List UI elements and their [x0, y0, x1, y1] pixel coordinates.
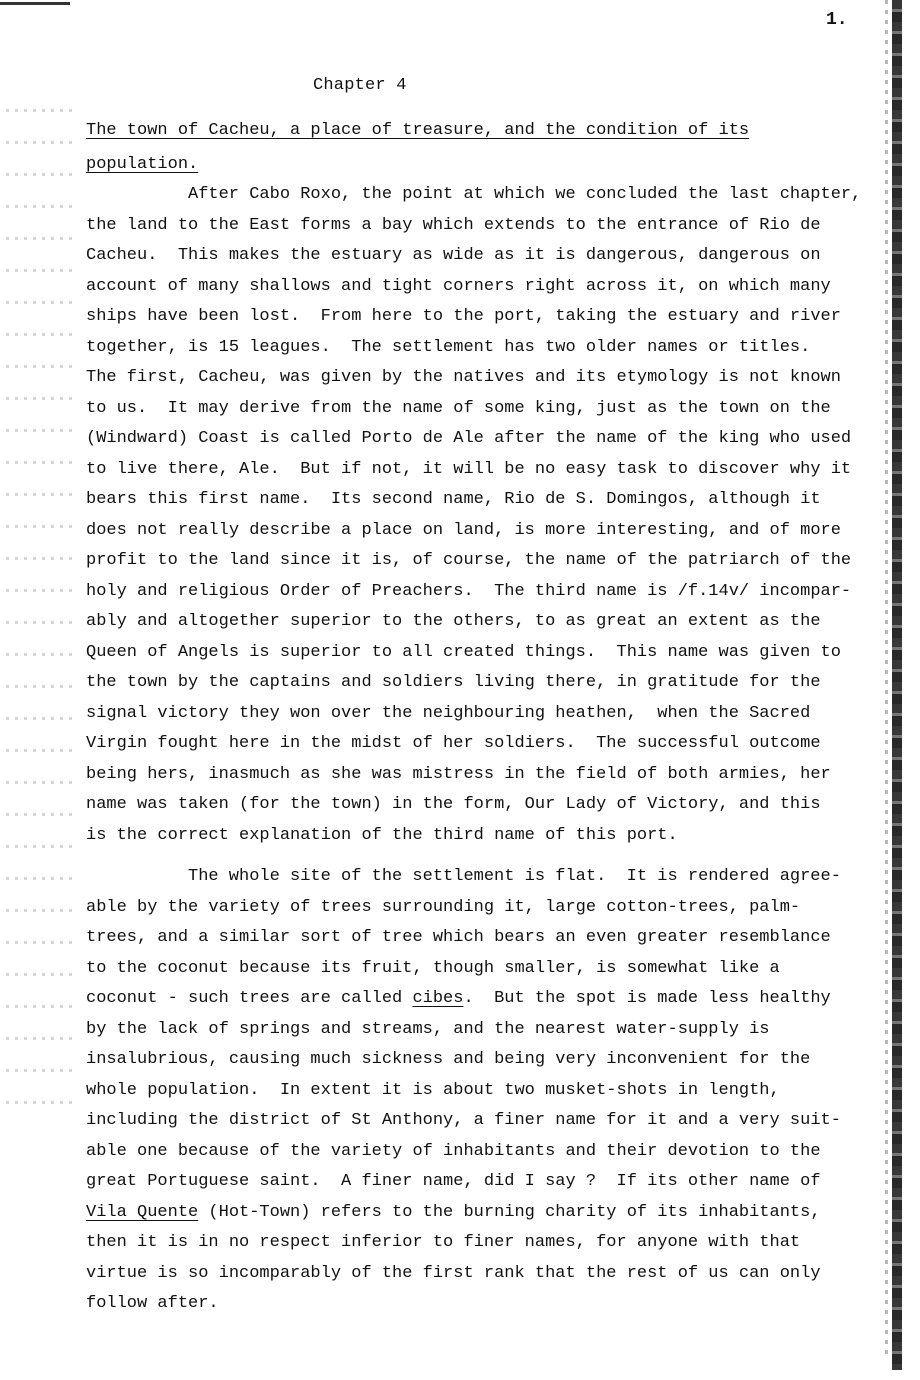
- chapter-title: [86, 114, 806, 182]
- binding-shadow: [885, 0, 888, 1360]
- text-line: Virgin fought here in the midst of her soldiers. The successful outcome: [86, 734, 821, 753]
- top-rule: [0, 2, 70, 5]
- text-line: does not really describe a place on land, is more interesting, and of more: [86, 520, 841, 540]
- paragraph-1: [86, 180, 876, 851]
- underlined-term-cibes: cibes: [412, 989, 464, 1008]
- text-line: coconut - such trees are called cibes. But the spot is made less healthy: [86, 989, 831, 1008]
- chapter-title-line: population.: [86, 155, 199, 174]
- text-line: signal victory they won over the neighbouring heathen, when the Sacred: [86, 703, 811, 723]
- text-line: account of many shallows and tight corners right across it, on which many: [86, 276, 831, 296]
- text-line: then it is in no respect inferior to finer names, for anyone with that: [86, 1233, 801, 1252]
- text-line: holy and religious Order of Preachers. The third name is /f.14v/ incompar-: [86, 581, 852, 601]
- text-line: by the lack of springs and streams, and the nearest water-supply is: [86, 1019, 770, 1039]
- text-line: profit to the land since it is, of course, the name of the patriarch of the: [86, 551, 852, 570]
- text-line: bears this first name. Its second name, Rio de S. Domingos, although it: [86, 490, 821, 509]
- page-number: 1.: [826, 10, 848, 30]
- text-line: After Cabo Roxo, the point at which we concluded the last chapter,: [188, 185, 862, 204]
- paragraph-2: [86, 862, 876, 1320]
- text-line: able by the variety of trees surrounding it, large cotton-trees, palm-: [86, 897, 801, 917]
- text-line: including the district of St Anthony, a finer name for it and a very suit-: [86, 1111, 841, 1130]
- text-line: Queen of Angels is superior to all created things. This name was given to: [86, 642, 841, 662]
- text-line: to live there, Ale. But if not, it will be no easy task to discover why it: [86, 459, 852, 479]
- text-line: The first, Cacheu, was given by the natives and its etymology is not known: [86, 368, 841, 387]
- text-line: the town by the captains and soldiers living there, in gratitude for the: [86, 673, 821, 692]
- text-line: being hers, inasmuch as she was mistress in the field of both armies, her: [86, 764, 831, 784]
- text-line: together, is 15 leagues. The settlement has two older names or titles.: [86, 337, 811, 357]
- text-line: Vila Quente (Hot-Town) refers to the burning charity of its inhabitants,: [86, 1202, 821, 1222]
- binding-edge: [892, 0, 902, 1370]
- text-line: the land to the East forms a bay which extends to the entrance of Rio de: [86, 215, 821, 235]
- text-line: Cacheu. This makes the estuary as wide as it is dangerous, dangerous on: [86, 246, 821, 265]
- text-line: to the coconut because its fruit, though smaller, is somewhat like a: [86, 958, 780, 978]
- text-line: insalubrious, causing much sickness and being very inconvenient for the: [86, 1050, 811, 1069]
- text-line: ships have been lost. From here to the port, taking the estuary and river: [86, 307, 841, 326]
- text-line: follow after.: [86, 1294, 219, 1313]
- underlined-term-vila-quente: Vila Quente: [86, 1202, 199, 1222]
- text-line: The whole site of the settlement is flat. It is rendered agree-: [188, 867, 841, 886]
- text-line: to us. It may derive from the name of some king, just as the town on the: [86, 398, 831, 418]
- text-line: able one because of the variety of inhabitants and their devotion to the: [86, 1141, 821, 1161]
- chapter-title-line: The town of Cacheu, a place of treasure, and the condition of its: [86, 121, 750, 140]
- chapter-heading: Chapter 4: [313, 76, 407, 95]
- margin-bleed-through: [6, 95, 76, 1105]
- text-line: virtue is so incomparably of the first rank that the rest of us can only: [86, 1263, 821, 1283]
- text-line: great Portuguese saint. A finer name, did I say ? If its other name of: [86, 1172, 821, 1191]
- text-line: (Windward) Coast is called Porto de Ale after the name of the king who used: [86, 429, 852, 448]
- text-line: is the correct explanation of the third name of this port.: [86, 825, 678, 845]
- text-line: trees, and a similar sort of tree which bears an even greater resemblance: [86, 928, 831, 947]
- text-line: ably and altogether superior to the others, to as great an extent as the: [86, 612, 821, 631]
- text-line: name was taken (for the town) in the form, Our Lady of Victory, and this: [86, 795, 821, 814]
- text-line: whole population. In extent it is about two musket-shots in length,: [86, 1080, 780, 1100]
